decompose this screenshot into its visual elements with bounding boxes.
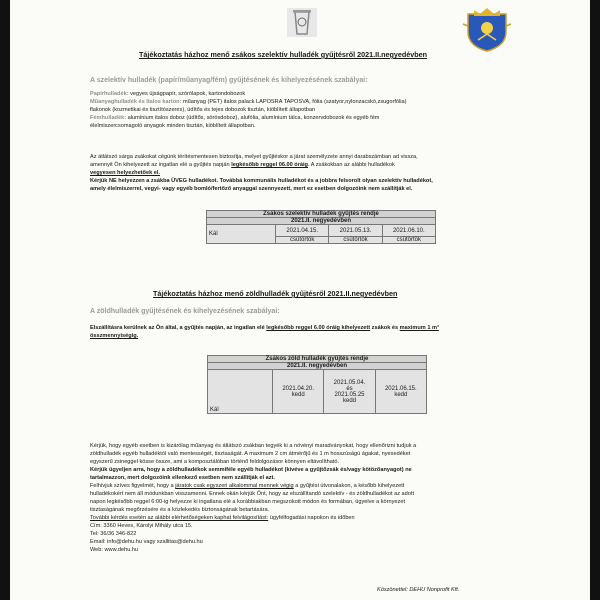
- signature: Köszönettel: DEHU Nonprofit Kft.: [377, 587, 460, 593]
- contact-phone: Tel: 36/36 346-822: [90, 531, 137, 537]
- green-date-2b: 2021.05.25: [334, 391, 365, 398]
- bag-info-line-3: vegyesen helyezhetőek el.: [90, 170, 160, 176]
- plastic-label: Műanyaghulladék és Italos karton:: [90, 99, 182, 105]
- footer-contact-intro: További kérdés esetén az alábbi elérhetőségeken kaphat felvilágosítást:: [90, 515, 269, 521]
- selective-date-3: 2021.06.10.: [382, 225, 435, 237]
- bag-info-line-1: Az átlátszó sárga zsákokat cégünk térítésmentesen biztosítja, melyet gyűjtéskor a járat személyzete annyi darabszámban ad vissza,: [90, 154, 418, 160]
- coat-of-arms-logo: [462, 6, 512, 52]
- bag-info-line-2: amennyit Ön kihelyezett az ingatlan elé a gyűjtés napján: [90, 162, 232, 168]
- paper-text: vegyes újságpapír, szórólapok, kartondobozok: [128, 91, 246, 97]
- bag-info-paragraph: [90, 153, 560, 193]
- green-footer-paragraphs: [90, 442, 570, 554]
- footer-line-6-underline: járatok csak egyszeri alkalommal mennek végig: [175, 483, 294, 489]
- footer-line-2: zöldhulladék egyéb hulladéktól való mentességét, tisztaságát. A maximum 2 cm átmérőjű és 1 m hosszúságú ágakat, nyesedéket: [90, 451, 411, 457]
- recycling-bin-logo: [286, 4, 318, 38]
- no-glass-line-1: Kérjük NE helyezzen a zsákba ÜVEG hulladékot. Továbbá kommunális hulladékot és a jobbra felsorolt olyan szelektív hulladékot,: [90, 178, 433, 184]
- metal-text-cont: élelmiszercsomagoló anyagok minden tisztán, kiöblített állapotban.: [90, 123, 256, 129]
- footer-line-3: egyszerű zsineggel kösse össze, ami a komposztálóban történő feldolgozásor könnyen eltávolítható.: [90, 459, 340, 465]
- contact-address: Cím: 3360 Heves, Károlyi Mihály utca 15.: [90, 523, 193, 529]
- green-schedule-table: [207, 355, 427, 414]
- green-day-3: kedd: [394, 391, 408, 398]
- green-rules-heading: A zöldhulladék gyűjtésének és kihelyezésének szabályai:: [90, 308, 280, 315]
- green-deadline: legkésőbb reggel 6.00 óráig kihelyezett: [266, 325, 371, 331]
- metal-label: Fémhulladék:: [90, 115, 127, 121]
- footer-contact-hours: ügyfélfogadási napokon és időben: [268, 515, 355, 521]
- green-max-volume: maximum 1 m³: [399, 325, 439, 331]
- green-info-line-2: összmennyiségig.: [90, 333, 139, 339]
- footer-line-1: Kérjük, hogy egyéb esetben is kizárólag műanyag és átlátszó zsákban tegyék ki a növényi maradványokat, hogy ellenőrizni tudjuk a: [90, 443, 417, 449]
- footer-line-4: Kérjük ügyeljen arra, hogy a zöldhulladékok semmiféle egyéb hulladékot (kivéve a gyűjtőzsák és/vagy kötözőanyagot) ne: [90, 467, 412, 473]
- green-waste-title: Tájékoztatás házhoz menő zöldhulladék gyűjtésről 2021.II.negyedévben: [153, 289, 398, 298]
- no-glass-line-2: amely élelmiszerrel, vegyi- vagy egyéb bomló/fertőző anyaggal szennyezett, mert ez esetben dolgozóink nem szállítják el.: [90, 186, 413, 192]
- plastic-text-cont: flakonok (kozmetikai és tisztítószeres), üdítős és tejes dobozok tisztán, kiöblített állapotban: [90, 107, 316, 113]
- footer-line-8: napon legkésőbb reggel 6:00-ig helyezze ki ingatlana elé a korábbiakban megszokott módon és formában, ügyelve a környezet: [90, 499, 406, 505]
- selective-rules-heading: A szelektív hulladék (papír/műanyag/fém) gyűjtésének és kihelyezésének szabályai:: [90, 77, 368, 84]
- selective-day-2: csütörtök: [329, 237, 382, 244]
- plastic-text: műanyag (PET) italos palack LAPOSRA TAPOSVA, fólia (szatyor,nylonzacskó,zsugorfólia): [181, 99, 407, 105]
- green-date-1: 2021.04.20.: [282, 385, 315, 392]
- green-info-mid: zsákok és: [370, 325, 400, 331]
- green-date-2-and: és: [346, 385, 353, 392]
- contact-email[interactable]: Email: info@dehu.hu vagy szallitas@dehu.hu: [90, 539, 203, 545]
- green-table-caption: Zsákos zöld hulladék gyűjtés rendje: [208, 356, 427, 363]
- selective-row-label: Kál: [209, 231, 218, 237]
- green-info-text: Elszállításra kerülnek az Ön által, a gyűjtés napján, az ingatlan elé: [90, 325, 267, 331]
- green-table-subcaption: 2021.II. negyedévben: [208, 363, 427, 370]
- bag-deadline: legkésőbb reggel 06.00 óráig: [231, 162, 308, 168]
- document-page: [10, 0, 590, 600]
- green-date-2a: 2021.05.04.: [333, 379, 366, 386]
- footer-line-6: Felhívjuk szíves figyelmét, hogy a: [90, 483, 176, 489]
- green-row-label: Kál: [210, 407, 219, 413]
- selective-day-1: csütörtök: [276, 237, 329, 244]
- material-list: [90, 90, 560, 130]
- green-day-2: kedd: [342, 397, 356, 404]
- selective-date-1: 2021.04.15.: [276, 225, 329, 237]
- selective-day-3: csütörtök: [382, 237, 435, 244]
- selective-waste-title: Tájékoztatás házhoz menő zsákos szelektív hulladék gyűjtésről 2021.II.negyedévben: [139, 50, 428, 59]
- green-date-3: 2021.06.15.: [384, 385, 417, 392]
- green-info-paragraph: [90, 324, 560, 340]
- footer-line-9: tisztaságának megőrzésére és a közlekedés biztonságának betartására.: [90, 507, 270, 513]
- green-day-1: kedd: [291, 391, 305, 398]
- selective-table-subcaption: 2021.II. negyedévben: [207, 218, 436, 225]
- footer-line-6-end: a gyűjtési útvonalakon, a később kihelyezett: [293, 483, 405, 489]
- metal-text: alumínium italos doboz (üdítős, sörösdoboz), alufólia, alumínium tálca, konzervdobozok és egyéb fém: [126, 115, 380, 121]
- footer-line-5: tartalmazzon, mert dolgozóink ellenkező esetben nem szállítják el azt.: [90, 475, 275, 481]
- selective-schedule-table: [206, 210, 436, 244]
- paper-label: Papírhulladék:: [90, 91, 129, 97]
- footer-line-7: hulladékokért nem áll módunkban visszamenni. Ennek okán kérjük Önt, hogy az elszállítandó szelektív - és zöldhulladékot az adott: [90, 491, 414, 497]
- selective-date-2: 2021.05.13.: [329, 225, 382, 237]
- selective-table-caption: Zsákos szelektív hulladék gyűjtés rendje: [207, 211, 436, 218]
- contact-web[interactable]: Web: www.dehu.hu: [90, 547, 139, 553]
- bag-info-line-2-end: . A zsákokban az alábbi hulladékok: [307, 162, 395, 168]
